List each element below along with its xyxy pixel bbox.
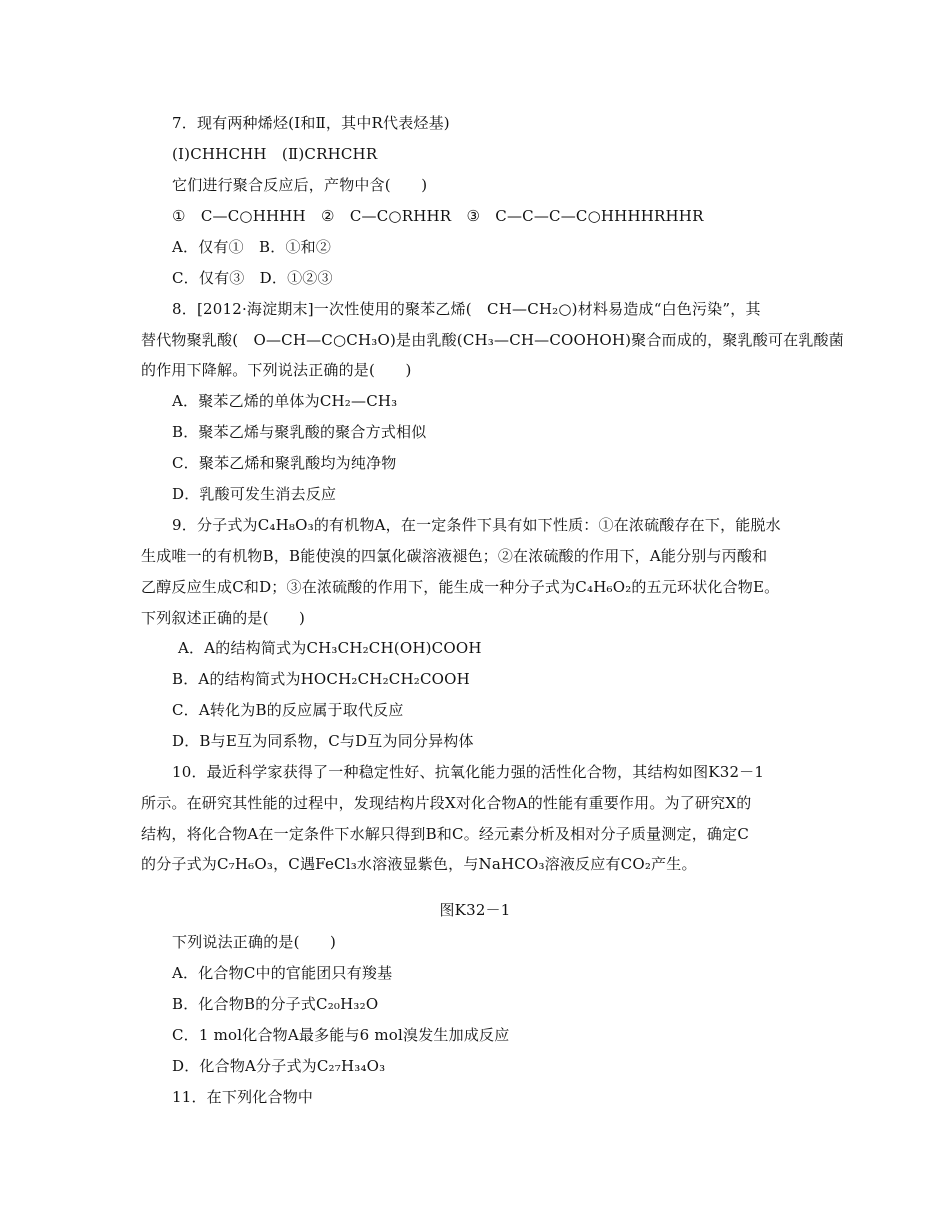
q8-option-c: C．聚苯乙烯和聚乳酸均为纯净物	[172, 454, 397, 472]
q10-option-b: B．化合物B的分子式C₂₀H₃₂O	[172, 995, 379, 1013]
q10-stem-line2: 所示。在研究其性能的过程中，发现结构片段X对化合物A的性能有重要作用。为了研究X的	[141, 794, 752, 812]
q8-stem-line1: 8．[2012·海淀期末]一次性使用的聚苯乙烯( CH—CH₂○)材料易造成“白色污染”，其	[172, 300, 761, 318]
q8-stem-line2: 替代物聚乳酸( O—CH—C○CH₃O)是由乳酸(CH₃—CH—COOHOH)聚合而成的，聚乳酸可在乳酸菌	[141, 331, 844, 349]
q9-option-a: A．A的结构简式为CH₃CH₂CH(OH)COOH	[178, 639, 482, 657]
q10-stem-line4: 的分子式为C₇H₆O₃，C遇FeCl₃水溶液显紫色，与NaHCO₃溶液反应有CO₂产生。	[141, 855, 697, 873]
q10-stem-line1: 10．最近科学家获得了一种稳定性好、抗氧化能力强的活性化合物，其结构如图K32－1	[172, 763, 765, 781]
q7-products: ① C—C○HHHH ② C—C○RHHR ③ C—C—C—C○HHHHRHHR	[172, 207, 704, 225]
q7-stem: 7．现有两种烯烃(Ⅰ和Ⅱ，其中R代表烃基)	[172, 114, 450, 132]
q7-question: 它们进行聚合反应后，产物中含( )	[172, 176, 428, 194]
q9-stem-line1: 9．分子式为C₄H₈O₃的有机物A，在一定条件下具有如下性质：①在浓硫酸存在下，能脱水	[172, 516, 781, 534]
q7-options-ab: A．仅有① B．①和②	[172, 238, 332, 256]
figure-caption: 图K32－1	[439, 901, 511, 919]
q10-option-c: C．1 mol化合物A最多能与6 mol溴发生加成反应	[172, 1026, 510, 1044]
q8-stem-line3: 的作用下降解。下列说法正确的是( )	[141, 361, 412, 379]
q9-stem-line3: 乙醇反应生成C和D；③在浓硫酸的作用下，能生成一种分子式为C₄H₆O₂的五元环状化合物E。	[141, 578, 780, 596]
q10-option-d: D．化合物A分子式为C₂₇H₃₄O₃	[172, 1057, 386, 1075]
q7-options-cd: C．仅有③ D．①②③	[172, 269, 333, 287]
q9-stem-line4: 下列叙述正确的是( )	[141, 609, 306, 627]
q9-option-c: C．A转化为B的反应属于取代反应	[172, 701, 404, 719]
q9-stem-line2: 生成唯一的有机物B，B能使溴的四氯化碳溶液褪色；②在浓硫酸的作用下，A能分别与丙酸和	[141, 547, 768, 565]
q7-formulas: (Ⅰ)CHHCHH (Ⅱ)CRHCHR	[172, 145, 378, 163]
q9-option-b: B．A的结构简式为HOCH₂CH₂CH₂COOH	[172, 670, 470, 688]
q9-option-d: D．B与E互为同系物，C与D互为同分异构体	[172, 732, 474, 750]
q10-option-a: A．化合物C中的官能团只有羧基	[172, 964, 393, 982]
q8-option-a: A．聚苯乙烯的单体为CH₂—CH₃	[172, 392, 398, 410]
q8-option-d: D．乳酸可发生消去反应	[172, 485, 337, 503]
q10-stem-line3: 结构，将化合物A在一定条件下水解只得到B和C。经元素分析及相对分子质量测定，确定C	[141, 825, 750, 843]
q10-question: 下列说法正确的是( )	[172, 933, 337, 951]
q11-stem: 11．在下列化合物中	[172, 1088, 314, 1106]
q8-option-b: B．聚苯乙烯与聚乳酸的聚合方式相似	[172, 423, 427, 441]
